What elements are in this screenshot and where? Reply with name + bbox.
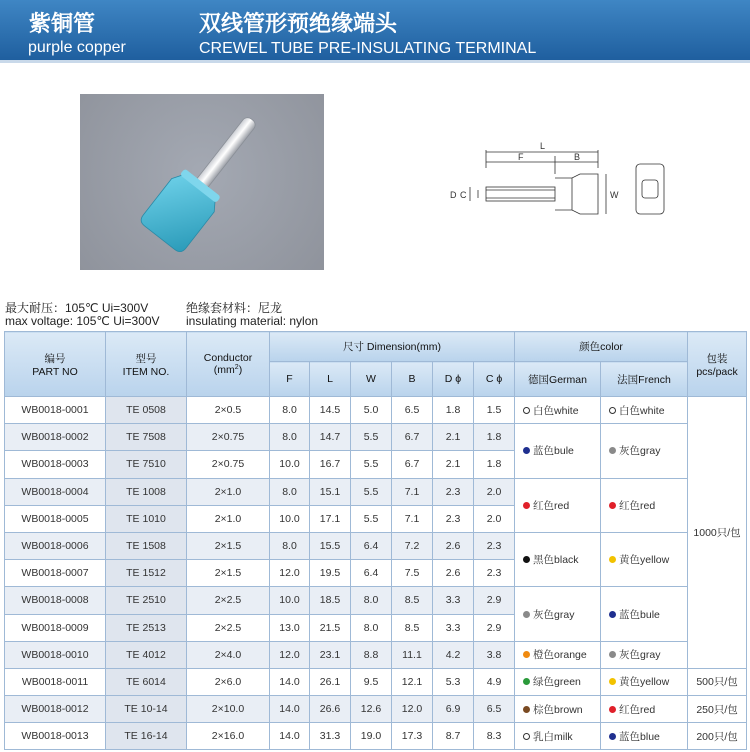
color-dot-icon xyxy=(523,706,530,713)
cell-cond: 2×6.0 xyxy=(187,668,270,695)
header-part-cn: 编号 xyxy=(44,352,66,365)
cell-L: 18.5 xyxy=(310,587,351,614)
color-dot-icon xyxy=(523,556,530,563)
color-dot-icon xyxy=(609,706,616,713)
header-conductor-unit xyxy=(187,364,269,376)
cell-C: 2.0 xyxy=(474,505,515,532)
cell-C: 1.5 xyxy=(474,397,515,424)
cell-part: WB0018-0003 xyxy=(5,451,106,478)
french-color-cell xyxy=(601,696,688,723)
cell-cond: 2×2.5 xyxy=(187,587,270,614)
german-color-cell xyxy=(515,723,601,750)
label-W: W xyxy=(610,190,619,200)
cell-W: 19.0 xyxy=(351,723,392,750)
cell-D: 3.3 xyxy=(433,587,474,614)
cell-part: WB0018-0001 xyxy=(5,397,106,424)
header-dimension: 尺寸 Dimension(mm) xyxy=(270,332,515,362)
table-row xyxy=(5,696,747,723)
cell-F: 8.0 xyxy=(270,397,310,424)
color-label: 灰色gray xyxy=(619,445,661,458)
table-row xyxy=(5,424,747,451)
cell-part: WB0018-0005 xyxy=(5,505,106,532)
cell-C: 2.9 xyxy=(474,587,515,614)
german-color-cell xyxy=(515,532,601,586)
header-item-en: ITEM NO. xyxy=(122,365,170,378)
cell-L: 26.1 xyxy=(310,668,351,695)
color-dot-icon xyxy=(523,502,530,509)
table-row xyxy=(5,587,747,614)
cell-W: 8.8 xyxy=(351,641,392,668)
cell-cond: 2×4.0 xyxy=(187,641,270,668)
cell-part: WB0018-0002 xyxy=(5,424,106,451)
header-color: 颜色color xyxy=(515,332,688,362)
cell-B: 11.1 xyxy=(392,641,433,668)
header-pack-cn: 包装 xyxy=(706,352,728,365)
pack-cell: 200只/包 xyxy=(688,723,747,750)
cell-F: 10.0 xyxy=(270,505,310,532)
color-dot-icon xyxy=(609,407,616,414)
header-banner xyxy=(0,0,750,63)
cell-F: 14.0 xyxy=(270,723,310,750)
cell-L: 17.1 xyxy=(310,505,351,532)
color-label: 白色white xyxy=(533,404,579,417)
color-label: 红色red xyxy=(533,499,570,512)
cell-W: 8.0 xyxy=(351,614,392,641)
cell-item: TE 7510 xyxy=(106,451,187,478)
cell-cond: 2×1.0 xyxy=(187,478,270,505)
header-conductor-label: Conductor xyxy=(203,352,253,364)
cell-cond: 2×16.0 xyxy=(187,723,270,750)
color-dot-icon xyxy=(609,502,616,509)
header-german: 德国German xyxy=(515,362,601,397)
cell-cond: 2×1.5 xyxy=(187,532,270,559)
color-label: 蓝色blue xyxy=(619,730,660,743)
cell-C: 2.0 xyxy=(474,478,515,505)
cell-part: WB0018-0009 xyxy=(5,614,106,641)
cell-item: TE 4012 xyxy=(106,641,187,668)
cell-item: TE 10-14 xyxy=(106,696,187,723)
color-label: 蓝色bule xyxy=(619,608,660,621)
french-color-cell xyxy=(601,397,688,424)
color-label: 乳白milk xyxy=(533,730,573,743)
color-label: 绿色green xyxy=(533,676,581,689)
label-L: L xyxy=(540,141,546,151)
cell-item: TE 0508 xyxy=(106,397,187,424)
cell-D: 1.8 xyxy=(433,397,474,424)
cell-L: 16.7 xyxy=(310,451,351,478)
color-dot-icon xyxy=(523,407,530,414)
cell-W: 5.5 xyxy=(351,451,392,478)
color-label: 橙色orange xyxy=(533,649,587,662)
german-color-cell xyxy=(515,424,601,478)
cell-D: 3.3 xyxy=(433,614,474,641)
header-pack-en: pcs/pack xyxy=(696,365,738,378)
color-dot-icon xyxy=(523,651,530,658)
max-voltage-cn: 最大耐压：105℃ Ui=300V xyxy=(5,301,149,315)
cell-F: 10.0 xyxy=(270,587,310,614)
color-label: 红色red xyxy=(619,499,656,512)
cell-D: 2.6 xyxy=(433,560,474,587)
cell-item: TE 1010 xyxy=(106,505,187,532)
product-title-en: CREWEL TUBE PRE-INSULATING TERMINAL xyxy=(199,40,537,57)
color-dot-icon xyxy=(609,611,616,618)
color-label: 黄色yellow xyxy=(619,554,670,567)
table-row xyxy=(5,668,747,695)
cell-D: 2.3 xyxy=(433,478,474,505)
header-french: 法国French xyxy=(601,362,688,397)
cell-W: 5.5 xyxy=(351,424,392,451)
cell-C: 2.3 xyxy=(474,560,515,587)
cell-C: 6.5 xyxy=(474,696,515,723)
color-label: 红色red xyxy=(619,703,656,716)
cell-cond: 2×1.5 xyxy=(187,560,270,587)
cell-C: 3.8 xyxy=(474,641,515,668)
cell-B: 8.5 xyxy=(392,587,433,614)
cell-B: 6.7 xyxy=(392,451,433,478)
cell-part: WB0018-0010 xyxy=(5,641,106,668)
unit-sup: 2 xyxy=(234,364,239,371)
label-C: C xyxy=(460,190,467,200)
cell-B: 12.0 xyxy=(392,696,433,723)
cell-L: 15.1 xyxy=(310,478,351,505)
cell-W: 6.4 xyxy=(351,560,392,587)
cell-L: 26.6 xyxy=(310,696,351,723)
color-label: 黄色yellow xyxy=(619,676,670,689)
max-voltage-en: max voltage: 105℃ Ui=300V xyxy=(5,314,160,328)
german-color-cell xyxy=(515,587,601,641)
cell-F: 12.0 xyxy=(270,641,310,668)
cell-W: 5.5 xyxy=(351,505,392,532)
cell-C: 2.3 xyxy=(474,532,515,559)
cell-cond: 2×0.5 xyxy=(187,397,270,424)
cell-B: 6.5 xyxy=(392,397,433,424)
color-dot-icon xyxy=(523,733,530,740)
cell-B: 7.1 xyxy=(392,505,433,532)
product-title-cn: 双线管形预绝缘端头 xyxy=(199,12,398,37)
cell-L: 23.1 xyxy=(310,641,351,668)
cell-L: 19.5 xyxy=(310,560,351,587)
cell-B: 6.7 xyxy=(392,424,433,451)
header-C: C ϕ xyxy=(474,362,515,397)
color-dot-icon xyxy=(609,733,616,740)
color-label: 蓝色bule xyxy=(533,445,574,458)
french-color-cell xyxy=(601,668,688,695)
cell-L: 14.5 xyxy=(310,397,351,424)
cell-F: 13.0 xyxy=(270,614,310,641)
header-part-no xyxy=(5,332,106,397)
header-L: L xyxy=(310,362,351,397)
cell-D: 4.2 xyxy=(433,641,474,668)
cell-C: 4.9 xyxy=(474,668,515,695)
cell-F: 8.0 xyxy=(270,532,310,559)
color-dot-icon xyxy=(523,611,530,618)
german-color-cell xyxy=(515,696,601,723)
color-label: 棕色brown xyxy=(533,703,583,716)
cell-part: WB0018-0011 xyxy=(5,668,106,695)
cell-part: WB0018-0007 xyxy=(5,560,106,587)
cell-part: WB0018-0012 xyxy=(5,696,106,723)
label-D: D xyxy=(450,190,457,200)
table-row xyxy=(5,532,747,559)
header-part-en: PART NO xyxy=(32,365,78,378)
cell-B: 12.1 xyxy=(392,668,433,695)
german-color-cell xyxy=(515,641,601,668)
product-photo xyxy=(80,94,324,270)
cell-B: 7.2 xyxy=(392,532,433,559)
cell-D: 2.3 xyxy=(433,505,474,532)
cell-C: 2.9 xyxy=(474,614,515,641)
cell-W: 5.5 xyxy=(351,478,392,505)
table-row xyxy=(5,478,747,505)
cell-L: 14.7 xyxy=(310,424,351,451)
german-color-cell xyxy=(515,478,601,532)
cell-W: 12.6 xyxy=(351,696,392,723)
german-color-cell xyxy=(515,397,601,424)
cell-part: WB0018-0006 xyxy=(5,532,106,559)
pack-cell: 1000只/包 xyxy=(688,397,747,669)
color-label: 灰色gray xyxy=(619,649,661,662)
header-item-cn: 型号 xyxy=(135,352,157,365)
category-title-en: purple copper xyxy=(28,39,126,56)
cell-L: 21.5 xyxy=(310,614,351,641)
color-dot-icon xyxy=(523,447,530,454)
header-conductor xyxy=(187,332,270,397)
cell-F: 14.0 xyxy=(270,696,310,723)
color-dot-icon xyxy=(609,651,616,658)
table-row xyxy=(5,641,747,668)
color-label: 黑色black xyxy=(533,554,579,567)
header-D: D ϕ xyxy=(433,362,474,397)
french-color-cell xyxy=(601,532,688,586)
table-row xyxy=(5,723,747,750)
table-row xyxy=(5,397,747,424)
unit-text: (mm xyxy=(213,364,235,376)
cell-cond: 2×10.0 xyxy=(187,696,270,723)
cell-D: 6.9 xyxy=(433,696,474,723)
pack-cell: 250只/包 xyxy=(688,696,747,723)
french-color-cell xyxy=(601,478,688,532)
cell-item: TE 1008 xyxy=(106,478,187,505)
cell-W: 5.0 xyxy=(351,397,392,424)
unit-close: ) xyxy=(238,364,243,376)
cell-item: TE 2513 xyxy=(106,614,187,641)
cell-F: 8.0 xyxy=(270,424,310,451)
french-color-cell xyxy=(601,641,688,668)
cell-D: 2.1 xyxy=(433,424,474,451)
material-en: insulating material: nylon xyxy=(186,314,319,328)
cell-B: 17.3 xyxy=(392,723,433,750)
cell-D: 2.6 xyxy=(433,532,474,559)
cell-D: 5.3 xyxy=(433,668,474,695)
cell-W: 9.5 xyxy=(351,668,392,695)
color-label: 灰色gray xyxy=(533,608,575,621)
cell-item: TE 1508 xyxy=(106,532,187,559)
cell-C: 8.3 xyxy=(474,723,515,750)
cell-B: 7.1 xyxy=(392,478,433,505)
cell-C: 1.8 xyxy=(474,451,515,478)
cell-F: 14.0 xyxy=(270,668,310,695)
cell-item: TE 2510 xyxy=(106,587,187,614)
cell-C: 1.8 xyxy=(474,424,515,451)
cell-F: 8.0 xyxy=(270,478,310,505)
spec-table xyxy=(4,331,747,750)
color-dot-icon xyxy=(609,556,616,563)
cell-part: WB0018-0004 xyxy=(5,478,106,505)
dimension-drawing xyxy=(440,138,680,248)
cell-D: 2.1 xyxy=(433,451,474,478)
german-color-cell xyxy=(515,668,601,695)
cell-part: WB0018-0008 xyxy=(5,587,106,614)
cell-item: TE 7508 xyxy=(106,424,187,451)
color-label: 白色white xyxy=(619,404,665,417)
header-pack xyxy=(688,332,747,397)
cell-cond: 2×2.5 xyxy=(187,614,270,641)
french-color-cell xyxy=(601,723,688,750)
cell-F: 12.0 xyxy=(270,560,310,587)
cell-cond: 2×0.75 xyxy=(187,451,270,478)
label-F: F xyxy=(518,152,524,162)
cell-D: 8.7 xyxy=(433,723,474,750)
cell-part: WB0018-0013 xyxy=(5,723,106,750)
cell-F: 10.0 xyxy=(270,451,310,478)
label-B: B xyxy=(574,152,581,162)
cell-cond: 2×0.75 xyxy=(187,424,270,451)
cell-cond: 2×1.0 xyxy=(187,505,270,532)
color-dot-icon xyxy=(609,678,616,685)
color-dot-icon xyxy=(523,678,530,685)
category-title-cn: 紫铜管 xyxy=(29,12,96,37)
cell-B: 7.5 xyxy=(392,560,433,587)
header-F: F xyxy=(270,362,310,397)
cell-item: TE 6014 xyxy=(106,668,187,695)
cell-item: TE 16-14 xyxy=(106,723,187,750)
cell-W: 8.0 xyxy=(351,587,392,614)
cell-L: 15.5 xyxy=(310,532,351,559)
cell-W: 6.4 xyxy=(351,532,392,559)
pack-cell: 500只/包 xyxy=(688,668,747,695)
material-cn: 绝缘套材料：尼龙 xyxy=(186,301,283,315)
header-B: B xyxy=(392,362,433,397)
cell-item: TE 1512 xyxy=(106,560,187,587)
french-color-cell xyxy=(601,587,688,641)
cell-L: 31.3 xyxy=(310,723,351,750)
header-W: W xyxy=(351,362,392,397)
color-dot-icon xyxy=(609,447,616,454)
french-color-cell xyxy=(601,424,688,478)
header-item-no xyxy=(106,332,187,397)
cell-B: 8.5 xyxy=(392,614,433,641)
